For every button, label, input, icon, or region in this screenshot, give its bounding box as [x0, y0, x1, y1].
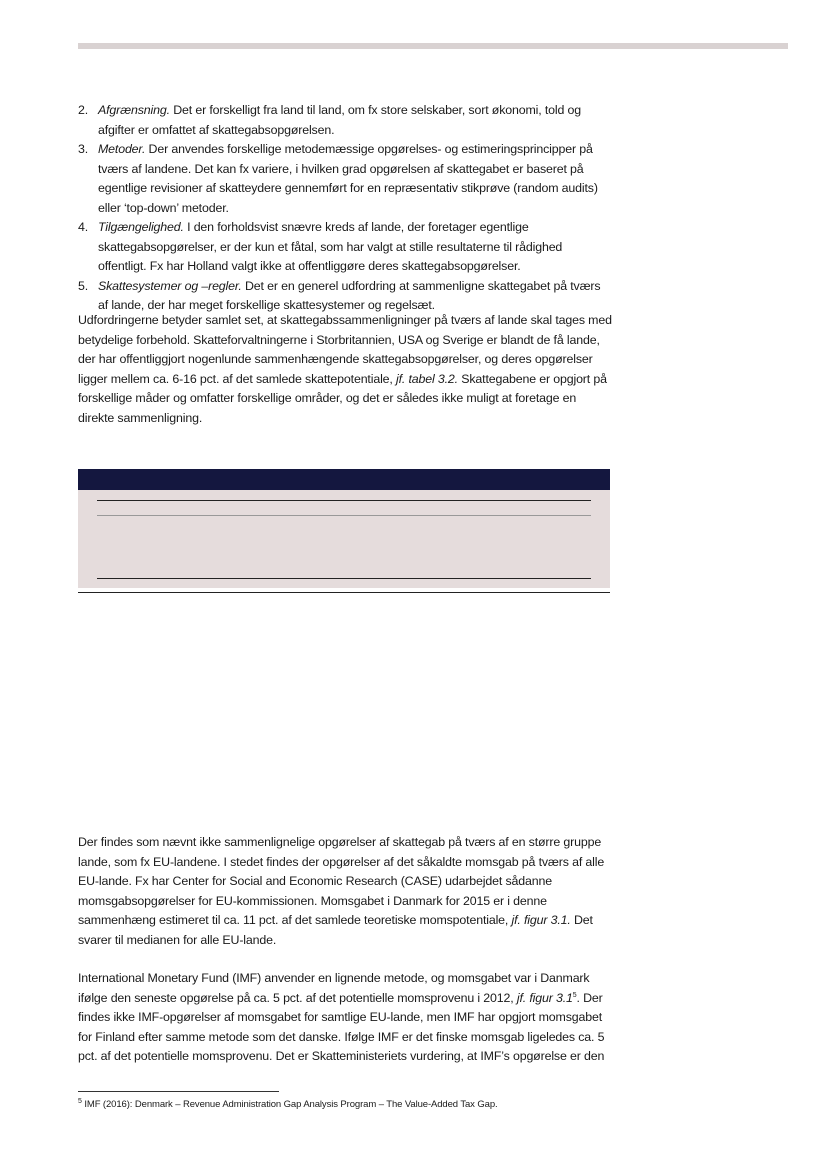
list-number: 3. [78, 142, 89, 156]
paragraph-text: Skattegabene er opgjort på forskellige måder og omfatter forskellige områder, og det er således ikke muligt at foretage en direkte sammenligning. [78, 371, 607, 425]
footnote-rule [78, 1091, 279, 1092]
footnote-number: 5 [78, 1097, 82, 1105]
table-rule [97, 515, 591, 516]
footnote-text: IMF (2016): Denmark – Revenue Administration Gap Analysis Program – The Value-Added Tax Gap. [81, 1099, 498, 1110]
paragraph-udfordringer [78, 311, 612, 428]
list-item [78, 277, 612, 316]
table-rule [97, 500, 591, 501]
paragraph-imf [78, 969, 612, 1067]
challenge-list [78, 101, 612, 316]
table-reference-link[interactable]: jf. tabel 3.2. [396, 371, 458, 386]
paragraph-text: International Monetary Fund (IMF) anvender en lignende metode, og momsgabet var i Danmark ifølge den seneste opgørelse på ca. 5 pct. af det potentielle momsprovenu i 2012, [78, 971, 590, 1005]
list-item [78, 101, 612, 140]
list-item-text: Det er en generel udfordring at sammenligne skattegabet på tværs af lande, der har meget forskellige skattesystemer og regelsæt. [98, 278, 601, 312]
list-item-text: Det er forskelligt fra land til land, om fx store selskaber, sort økonomi, told og afgifter er omfattet af skattegabsopgørelsen. [98, 103, 581, 137]
paragraph-text: Det svarer til medianen for alle EU-lande. [78, 913, 593, 947]
figure-reference-link[interactable]: jf. figur 3.1 [516, 990, 573, 1005]
list-item [78, 218, 612, 277]
footnote-marker[interactable]: 5 [572, 991, 577, 999]
header-rule [78, 43, 788, 49]
list-number: 5. [78, 278, 89, 293]
list-item-text: I den forholdsvist snævre kreds af lande, der foretager egentlige skattegabsopgørelser, er der kun et fåtal, som har valgt at stille resultaterne til rådighed offentligt. Fx har Holland valgt ikke at offentliggøre deres skattegabsopgørelser. [98, 220, 563, 273]
table-3-2 [78, 469, 610, 588]
table-rule [97, 578, 591, 579]
list-item [78, 140, 612, 218]
list-number: 4. [78, 220, 89, 234]
paragraph-text: . Der findes ikke IMF-opgørelser af momsgabet for samtlige EU-lande, men IMF har opgjort momsgabet for Finland efter samme metode som det danske. Ifølge IMF er det finske momsgab ligeledes ca. 5 pct. af det potentielle momsprovenu. Det er Skatteministeriets vurdering, at IMF’s opgørelse er den [78, 990, 605, 1063]
footnote [78, 1098, 498, 1111]
paragraph-text: Der findes som nævnt ikke sammenlignelige opgørelser af skattegab på tværs af en større gruppe lande, som fx EU-landene. I stedet findes der opgørelser af det såkaldte momsgab på tværs af alle EU-lande. Fx har Center for Social and Economic Research (CASE) udarbejdet sådanne momsgabsopgørelser for EU-kommissionen. Momsgabet i Danmark for 2015 er i denne sammenhæng estimeret til ca. 11 pct. af det samlede teoretiske momspotentiale, [78, 835, 605, 927]
list-item-title: Metoder. [98, 142, 146, 156]
paragraph-text: Udfordringerne betyder samlet set, at skattegabssammenligninger på tværs af lande skal tages med betydelige forbehold. Skatteforvaltningerne i Storbritannien, USA og Sverige er blandt de få lande, der har offentliggjort nogenlunde sammenhængende skattegabsopgørelser, og deres opgørelser ligger mellem ca. 6-16 pct. af det samlede skattepotentiale, [78, 313, 612, 386]
figure-reference-link[interactable]: jf. figur 3.1. [511, 913, 571, 927]
paragraph-momsgab-eu [78, 833, 612, 950]
table-header-bar [78, 469, 610, 490]
list-item-text: Der anvendes forskellige metodemæssige opgørelses- og estimeringsprincipper på tværs af landene. Det kan fx variere, i hvilken grad opgørelsen af skattegabet er baseret på egentlige revisioner af skatteydere gennemført for en repræsentativ stikprøve (random audits) eller ‘top-down’ metoder. [98, 142, 598, 215]
list-item-title: Tilgængelighed. [98, 220, 184, 234]
table-bottom-rule [78, 592, 610, 593]
list-number: 2. [78, 103, 89, 117]
list-item-title: Skattesystemer og –regler. [98, 278, 242, 293]
list-item-title: Afgrænsning. [98, 103, 170, 117]
